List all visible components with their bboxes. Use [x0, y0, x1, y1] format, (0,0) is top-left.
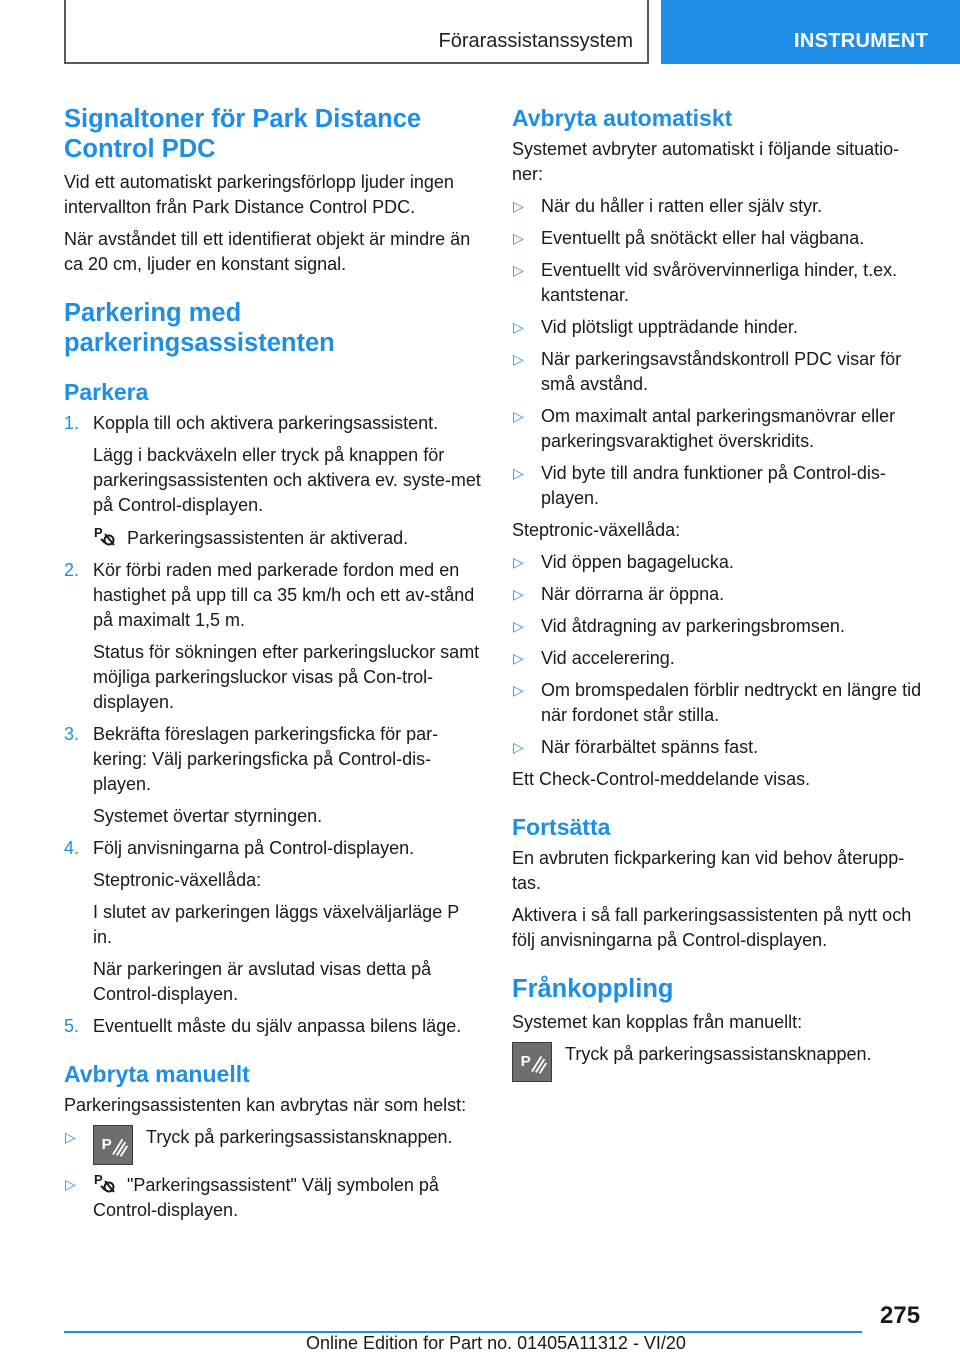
paragraph-manuellt: Parkeringsassistenten kan avbrytas när som helst: — [64, 1095, 467, 1115]
list-item — [512, 226, 928, 251]
triangle-bullet-icon: ▷ — [513, 351, 524, 367]
step-4-detail-2: I slutet av parkeringen läggs växelväljarläge P in. — [93, 902, 459, 947]
step-4-detail-3: När parkeringen är avslutad visas detta på Control-displayen. — [93, 959, 432, 1004]
heading-parkering: Parkering med parkeringsassistenten — [64, 299, 335, 357]
list-item — [512, 194, 928, 219]
paragraph-steptronic: Steptronic-växellåda: — [512, 520, 681, 540]
parking-assist-button-icon — [93, 1125, 133, 1165]
list-item — [512, 347, 928, 397]
list-item — [512, 461, 928, 511]
triangle-bullet-icon: ▷ — [513, 465, 524, 481]
list-item-text: Om maximalt antal parkeringsmanövrar eller parkeringsvaraktighet överskridits. — [541, 406, 896, 451]
list-item-text: Om bromspedalen förblir nedtryckt en längre tid när fordonet står stilla. — [541, 680, 922, 725]
list-item — [512, 315, 928, 340]
step-2-detail: Status för sökningen efter parkeringsluckor samt möjliga parkeringsluckor visas på Con-trol-displayen. — [93, 642, 480, 712]
page-number: 275 — [880, 1302, 921, 1329]
paragraph-signal-2: När avståndet till ett identifierat objekt är mindre än ca 20 cm, ljuder en konstant signal. — [64, 229, 471, 274]
step-1-status — [93, 525, 482, 551]
parking-assistant-icon — [93, 1172, 119, 1194]
step-5 — [64, 1014, 482, 1039]
step-number: 5. — [64, 1016, 80, 1036]
list-item-text: När parkeringsavståndskontroll PDC visar för små avstånd. — [541, 349, 902, 394]
triangle-bullet-icon: ▷ — [513, 230, 524, 246]
triangle-bullet-icon: ▷ — [513, 586, 524, 602]
heading-avbryta-automatiskt: Avbryta automatiskt — [512, 105, 733, 131]
status-text: Parkeringsassistenten är aktiverad. — [127, 528, 409, 548]
list-item-text: Vid åtdragning av parkeringsbromsen. — [541, 616, 845, 636]
step-text: Bekräfta föreslagen parkeringsficka för par-kering: Välj parkeringsficka på Control-dis-playen. — [93, 724, 439, 794]
list-item-text: Tryck på parkeringsassistansknappen. — [146, 1127, 453, 1147]
heading-frankoppling: Frånkoppling — [512, 975, 674, 1003]
right-column — [512, 104, 928, 1082]
step-2 — [64, 558, 482, 633]
triangle-bullet-icon: ▷ — [513, 262, 524, 278]
paragraph-fortsatta-1: En avbruten fickparkering kan vid behov återupp-tas. — [512, 848, 905, 893]
list-item-text: Vid byte till andra funktioner på Control-dis-playen. — [541, 463, 886, 508]
step-1 — [64, 411, 482, 436]
list-item — [64, 1125, 482, 1165]
list-item-text: Eventuellt vid svårövervinnerliga hinder, t.ex. kantstenar. — [541, 260, 898, 305]
header-section-title: Förarassistanssystem — [438, 30, 633, 52]
step-text: Kör förbi raden med parkerade fordon med en hastighet på upp till ca 35 km/h och ett av-stånd på maximalt 1,5 m. — [93, 560, 475, 630]
list-item — [512, 614, 928, 639]
step-number: 3. — [64, 724, 80, 744]
header-chapter-title: INSTRUMENT — [794, 30, 929, 52]
svg-text:P: P — [94, 525, 103, 540]
triangle-bullet-icon: ▷ — [513, 682, 524, 698]
step-number: 4. — [64, 838, 80, 858]
svg-text:P: P — [101, 1135, 112, 1153]
triangle-bullet-icon: ▷ — [513, 319, 524, 335]
paragraph-check-control: Ett Check-Control-meddelande visas. — [512, 769, 811, 789]
paragraph-signal-1: Vid ett automatiskt parkeringsförlopp ljuder ingen intervallton från Park Distance Control PDC. — [64, 172, 454, 217]
parking-assistant-icon — [93, 525, 119, 547]
frankoppling-button-row — [512, 1042, 928, 1082]
list-item-text: När dörrarna är öppna. — [541, 584, 725, 604]
list-item — [512, 678, 928, 728]
left-column — [64, 104, 482, 1230]
list-item-text: "Parkeringsassistent" Välj symbolen på Control-displayen. — [93, 1175, 439, 1220]
list-item — [512, 550, 928, 575]
triangle-bullet-icon: ▷ — [513, 198, 524, 214]
step-number: 2. — [64, 560, 80, 580]
list-item — [512, 404, 928, 454]
paragraph-frankoppling: Systemet kan kopplas från manuellt: — [512, 1012, 803, 1032]
heading-parkera: Parkera — [64, 379, 149, 405]
list-item — [512, 735, 928, 760]
paragraph-auto: Systemet avbryter automatiskt i följande situatio-ner: — [512, 139, 900, 184]
heading-avbryta-manuellt: Avbryta manuellt — [64, 1061, 250, 1087]
triangle-bullet-icon: ▷ — [513, 739, 524, 755]
list-item-text: Vid öppen bagagelucka. — [541, 552, 734, 572]
header-section-box — [64, 0, 649, 64]
triangle-bullet-icon: ▷ — [513, 554, 524, 570]
heading-fortsatta: Fortsätta — [512, 814, 611, 840]
parking-assist-button-icon — [512, 1042, 552, 1082]
list-item — [512, 646, 928, 671]
list-item — [512, 258, 928, 308]
triangle-bullet-icon: ▷ — [65, 1176, 76, 1192]
step-4 — [64, 836, 482, 861]
triangle-bullet-icon: ▷ — [513, 618, 524, 634]
svg-text:P: P — [94, 1172, 103, 1187]
paragraph-fortsatta-2: Aktivera i så fall parkeringsassistenten på nytt och följ anvisningarna på Control-displayen. — [512, 905, 912, 950]
step-1-detail: Lägg i backväxeln eller tryck på knappen för parkeringsassistenten och aktivera ev. syste-met på Control-displayen. — [93, 445, 481, 515]
step-number: 1. — [64, 413, 80, 433]
step-4-detail-1: Steptronic-växellåda: — [93, 870, 262, 890]
list-item-text: Vid accelerering. — [541, 648, 675, 668]
list-item-text: När du håller i ratten eller själv styr. — [541, 196, 823, 216]
svg-text:P: P — [520, 1052, 531, 1070]
step-text: Följ anvisningarna på Control-displayen. — [93, 838, 415, 858]
triangle-bullet-icon: ▷ — [65, 1129, 76, 1145]
step-text: Koppla till och aktivera parkeringsassistent. — [93, 413, 439, 433]
list-item-text: När förarbältet spänns fast. — [541, 737, 759, 757]
frankoppling-button-text: Tryck på parkeringsassistansknappen. — [565, 1044, 872, 1064]
header-chapter-tab — [661, 0, 960, 64]
list-item-text: Vid plötsligt uppträdande hinder. — [541, 317, 798, 337]
list-item-text: Eventuellt på snötäckt eller hal vägbana. — [541, 228, 865, 248]
triangle-bullet-icon: ▷ — [513, 650, 524, 666]
list-item — [512, 582, 928, 607]
step-3 — [64, 722, 482, 797]
step-text: Eventuellt måste du själv anpassa bilens läge. — [93, 1016, 462, 1036]
heading-signaltoner: Signaltoner för Park Distance Control PDC — [64, 105, 422, 163]
triangle-bullet-icon: ▷ — [513, 408, 524, 424]
footer-edition: Online Edition for Part no. 01405A11312 - VI/20 — [306, 1333, 686, 1353]
step-3-detail: Systemet övertar styrningen. — [93, 806, 323, 826]
list-item — [64, 1172, 482, 1223]
